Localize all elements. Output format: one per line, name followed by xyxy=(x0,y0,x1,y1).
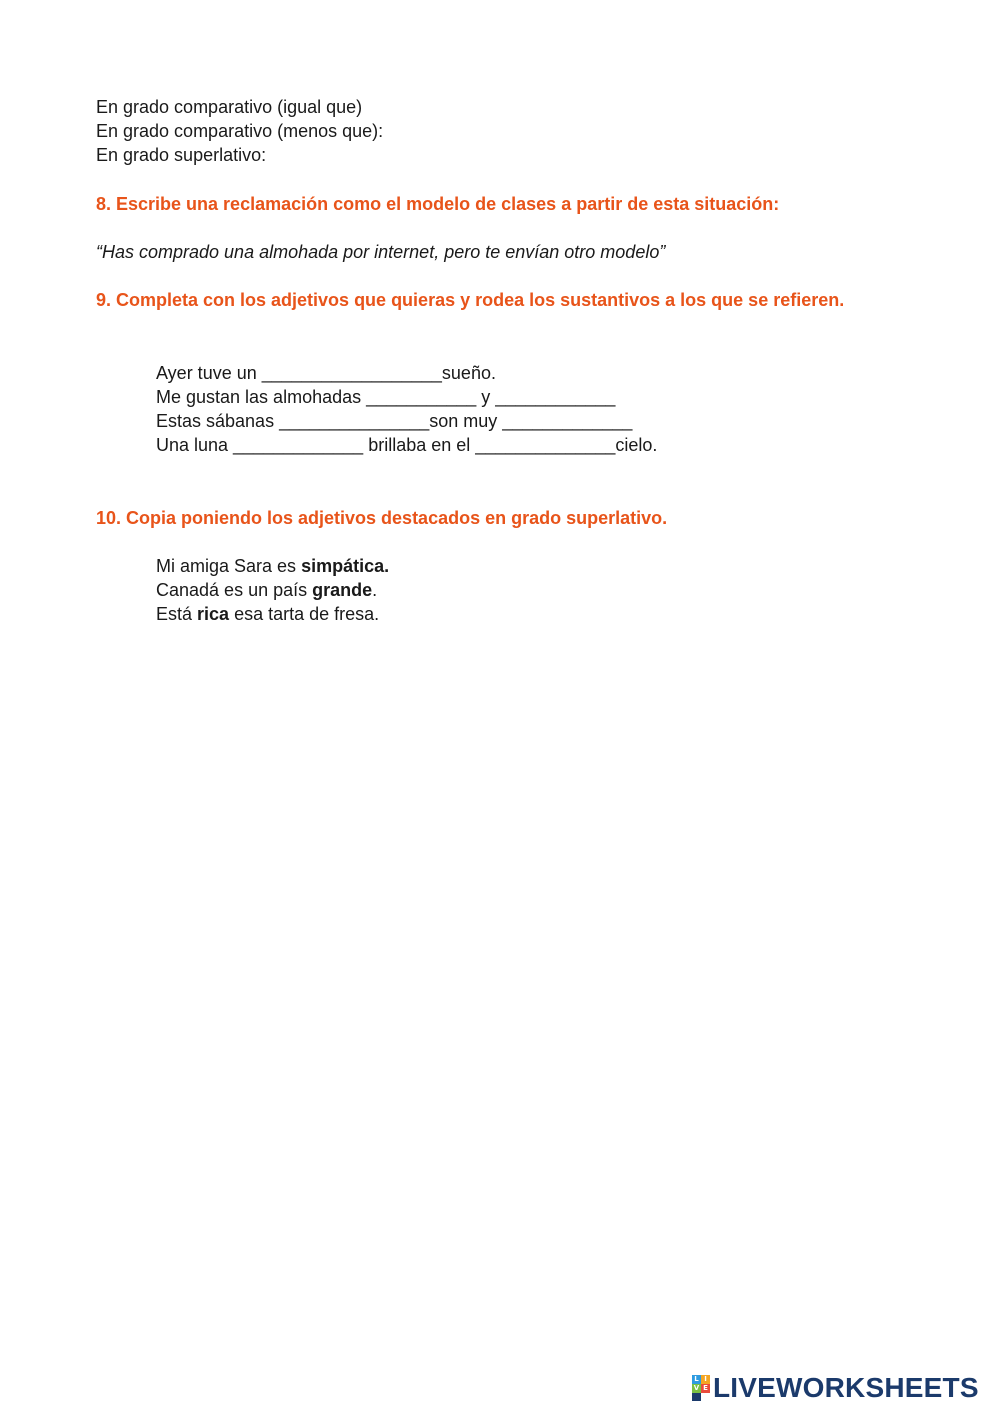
sentence-text: Canadá es un país xyxy=(156,580,313,600)
logo-square xyxy=(692,1393,701,1401)
logo-squares-icon xyxy=(692,1375,710,1401)
exercise-10-title: 10. Copia poniendo los adjetivos destacados en grado superlativo. xyxy=(96,508,668,528)
exercise-9-line-3: Estas sábanas _______________son muy _____________ xyxy=(156,411,633,431)
exercise-10-sentence-1 xyxy=(156,554,389,578)
logo-text: LIVEWORKSHEETS xyxy=(713,1372,979,1403)
highlighted-adjective: rica xyxy=(197,604,230,624)
exercise-9-line-2: Me gustan las almohadas ___________ y ____________ xyxy=(156,387,616,407)
exercise-10-sentence-2 xyxy=(156,578,377,602)
sentence-text: Mi amiga Sara es xyxy=(156,556,302,576)
logo-square: I xyxy=(701,1375,710,1384)
exercise-9-title: 9. Completa con los adjetivos que quieras y rodea los sustantivos a los que se refieren. xyxy=(96,290,845,310)
exercise-10-sentence-3 xyxy=(156,602,379,626)
grado-comparativo-igual: En grado comparativo (igual que) xyxy=(96,97,363,117)
exercise-9-line-1: Ayer tuve un __________________sueño. xyxy=(156,363,496,383)
logo-square: L xyxy=(692,1375,701,1384)
liveworksheets-logo xyxy=(692,1374,979,1402)
highlighted-adjective: grande xyxy=(312,580,373,600)
sentence-text: Está xyxy=(156,604,198,624)
exercise-8-title: 8. Escribe una reclamación como el modelo de clases a partir de esta situación: xyxy=(96,194,780,214)
logo-square: V xyxy=(693,1384,700,1392)
logo-square: E xyxy=(701,1384,710,1393)
sentence-text: . xyxy=(372,580,378,600)
highlighted-adjective: simpática. xyxy=(301,556,390,576)
sentence-text: esa tarta de fresa. xyxy=(229,604,380,624)
grado-comparativo-menos: En grado comparativo (menos que): xyxy=(96,121,384,141)
exercise-8-quote: “Has comprado una almohada por internet, pero te envían otro modelo” xyxy=(96,242,666,262)
grado-superlativo: En grado superlativo: xyxy=(96,145,267,165)
logo-square xyxy=(701,1393,710,1401)
exercise-9-line-4: Una luna _____________ brillaba en el ______________cielo. xyxy=(156,435,658,455)
